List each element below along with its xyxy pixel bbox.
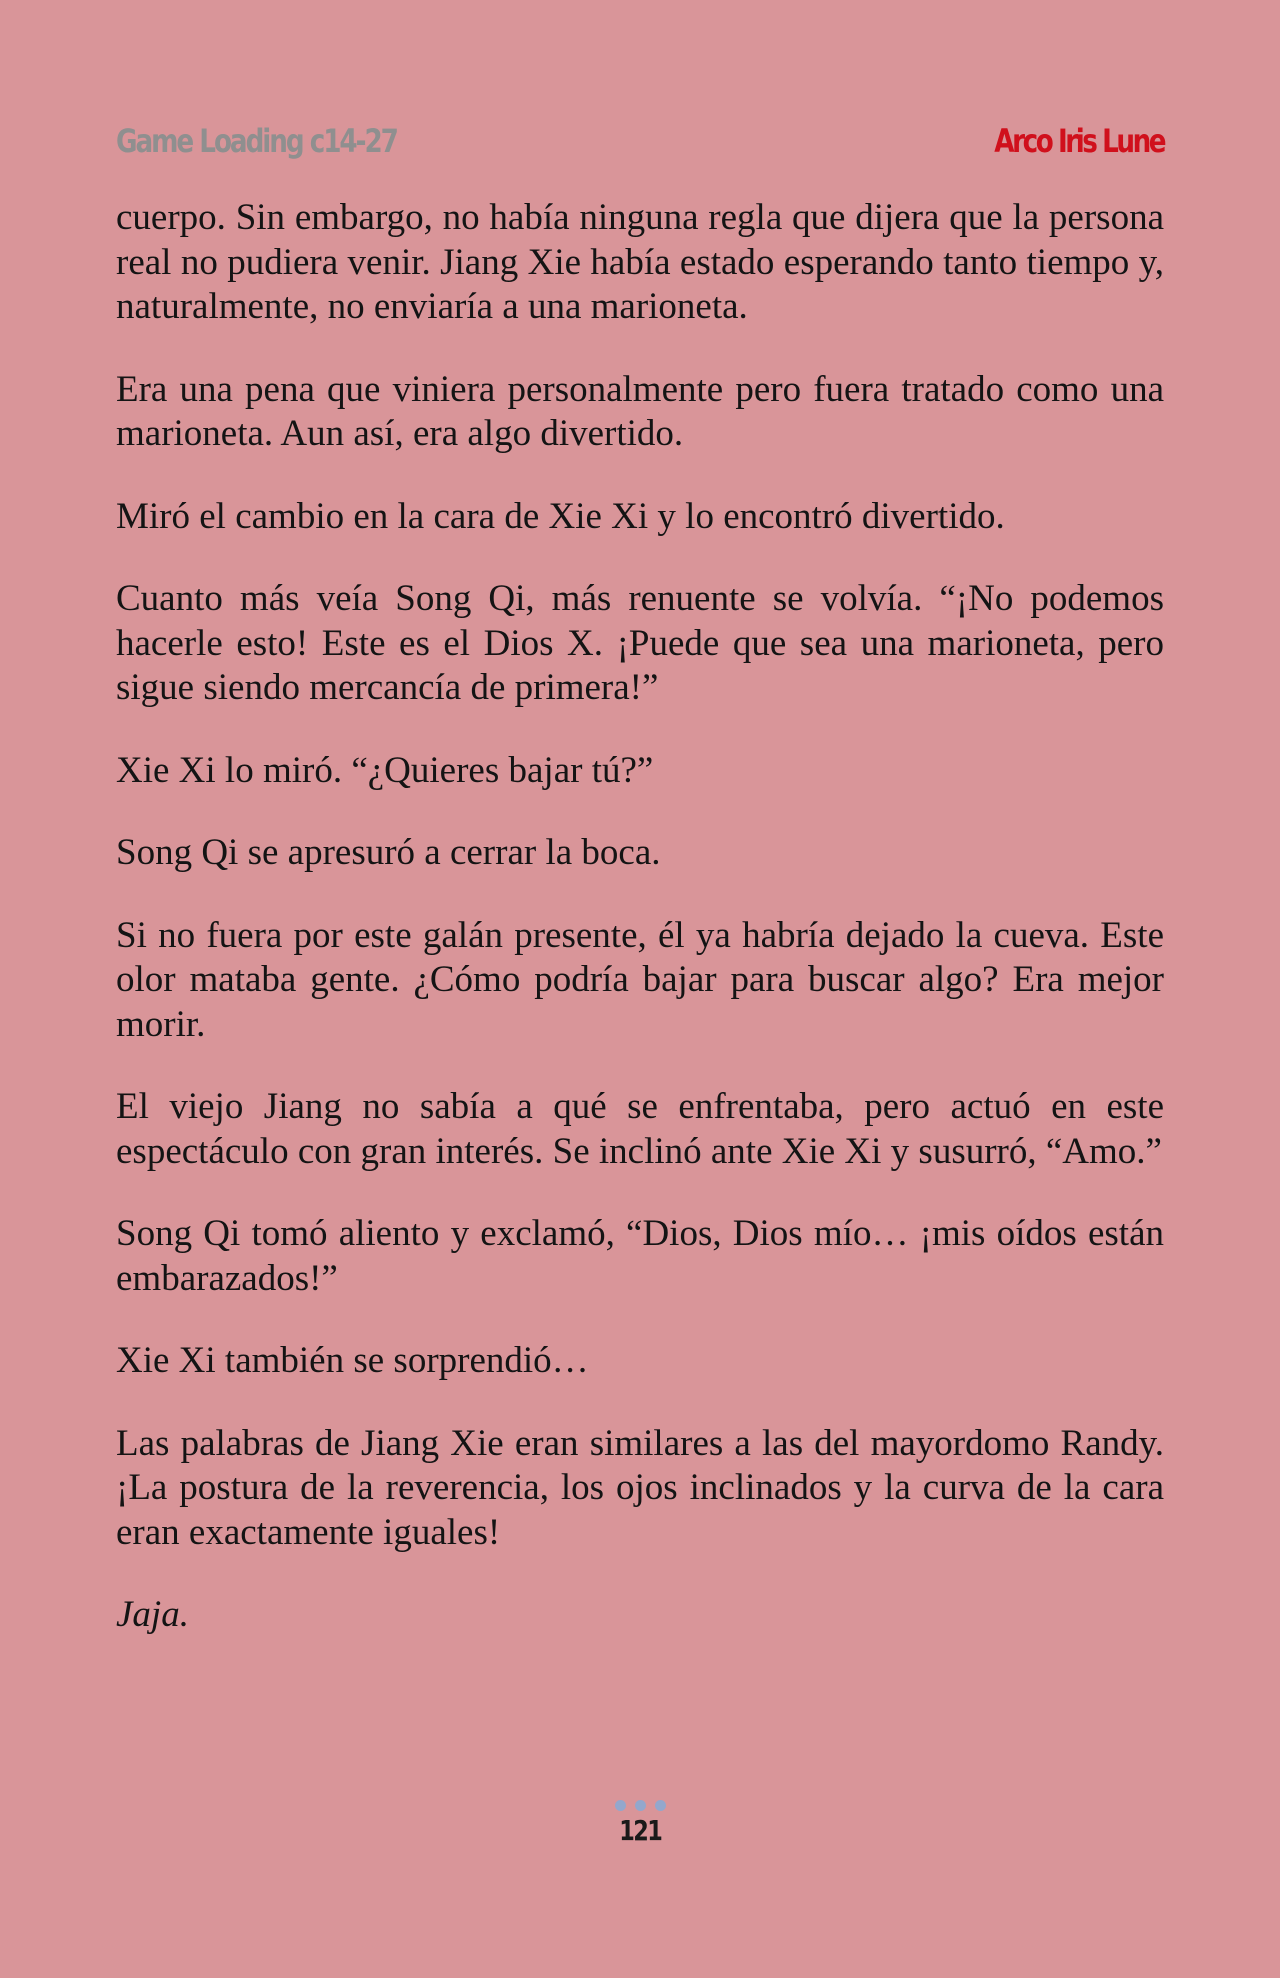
paragraph-2: Era una pena que viniera personalmente pero fuera tratado como una marioneta. Aun así, era algo divertido. xyxy=(116,368,1164,454)
paragraph-11: Las palabras de Jiang Xie eran similares a las del mayordomo Randy. ¡La postura de la reverencia, los ojos inclinados y la curva de la cara eran exactamente iguales! xyxy=(116,1422,1164,1553)
page-header xyxy=(116,116,1164,166)
paragraph-8: El viejo Jiang no sabía a qué se enfrentaba, pero actuó en este espectáculo con gran interés. Se inclinó ante Xie Xi y susurró, “Amo.” xyxy=(116,1086,1164,1172)
book-title: Game Loading c14-27 xyxy=(116,122,397,160)
page-body xyxy=(116,196,1164,1676)
paragraph-6: Song Qi se apresuró a cerrar la boca. xyxy=(116,832,661,873)
paragraph-3: Miró el cambio en la cara de Xie Xi y lo encontró divertido. xyxy=(116,495,1005,537)
decorative-dots xyxy=(0,1800,1280,1814)
page-footer xyxy=(0,1800,1280,1847)
paragraph-4: Cuanto más veía Song Qi, más renuente se volvía. “¡No podemos hacerle esto! Este es el Dios X. ¡Puede que sea una marioneta, pero sigue siendo mercancía de primera!” xyxy=(116,578,1164,708)
paragraph-5: Xie Xi lo miró. “¿Quieres bajar tú?” xyxy=(116,749,654,791)
translator-credit: Arco Iris Lune xyxy=(994,122,1164,160)
paragraph-10: Xie Xi también se sorprendió… xyxy=(116,1340,589,1381)
paragraph-1: cuerpo. Sin embargo, no había ninguna regla que dijera que la persona real no pudiera venir. Jiang Xie había estado esperando tanto tiempo y, naturalmente, no enviaría a una marioneta. xyxy=(116,197,1164,327)
paragraph-9: Song Qi tomó aliento y exclamó, “Dios, Dios mío… ¡mis oídos están embarazados!” xyxy=(116,1213,1164,1299)
paragraph-12: Jaja. xyxy=(116,1594,189,1635)
paragraph-7: Si no fuera por este galán presente, él ya habría dejado la cueva. Este olor mataba gente. ¿Cómo podría bajar para buscar algo? Era mejor morir. xyxy=(116,914,1164,1045)
page-number: 121 xyxy=(619,1814,661,1847)
dot-icon xyxy=(635,1800,646,1811)
dot-icon xyxy=(655,1800,666,1811)
dot-icon xyxy=(615,1800,626,1811)
